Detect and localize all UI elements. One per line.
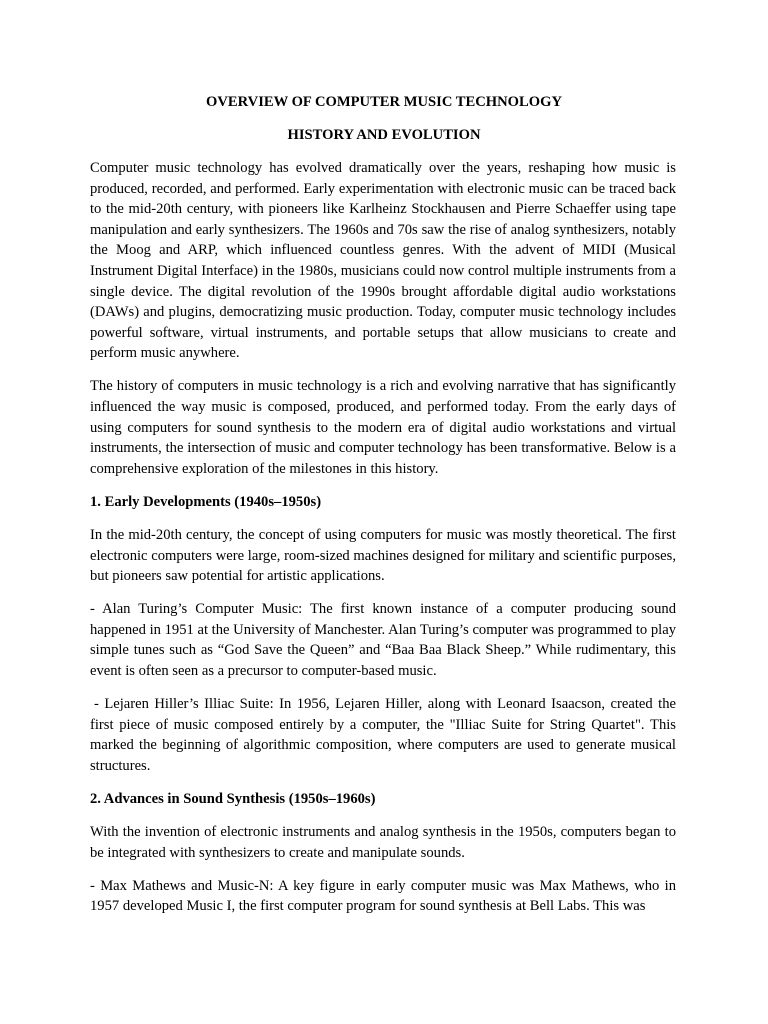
section-heading-sound-synthesis: 2. Advances in Sound Synthesis (1950s–1960s): [90, 791, 376, 808]
list-item-max-mathews: - Max Mathews and Music-N: A key figure in early computer music was Max Mathews, who in 1957 developed Music I, the first computer program for sound synthesis at Bell Labs. This was: [90, 877, 676, 915]
history-paragraph: The history of computers in music technology is a rich and evolving narrative that has significantly influenced the way music is composed, produced, and performed today. From the early days of using computers for sound synthesis to the modern era of digital audio workstations and virtual instruments, the intersection of music and computer technology has been transformative. Below is a comprehensive exploration of the milestones in this history.: [90, 378, 676, 477]
list-item-alan-turing: - Alan Turing’s Computer Music: The first known instance of a computer producing sound happened in 1951 at the University of Manchester. Alan Turing’s computer was programmed to play simple tunes such as “God Save the Queen” and “Baa Baa Black Sheep.” While rudimentary, this event is often seen as a precursor to computer-based music.: [90, 601, 676, 680]
section-body-sound-synthesis: With the invention of electronic instruments and analog synthesis in the 1950s, computers began to be integrated with synthesizers to create and manipulate sounds.: [90, 824, 676, 861]
list-item-lejaren-hiller: - Lejaren Hiller’s Illiac Suite: In 1956, Lejaren Hiller, along with Leonard Isaacson, created the first piece of music composed entirely by a computer, the "Illiac Suite for String Quartet". This marked the beginning of algorithmic composition, where computers are used to generate musical structures.: [90, 696, 676, 774]
section-body-early-developments: In the mid-20th century, the concept of using computers for music was mostly theoretical. The first electronic computers were large, room-sized machines designed for military and scientific purposes, but pioneers saw potential for artistic applications.: [90, 527, 676, 585]
document-body: [90, 158, 676, 930]
document-subtitle: HISTORY AND EVOLUTION: [287, 127, 481, 143]
section-heading-early-developments: 1. Early Developments (1940s–1950s): [90, 493, 322, 510]
document-title: OVERVIEW OF COMPUTER MUSIC TECHNOLOGY: [206, 94, 562, 110]
intro-paragraph: Computer music technology has evolved dramatically over the years, reshaping how music is produced, recorded, and performed. Early experimentation with electronic music can be traced back to the mid-20th century, with pioneers like Karlheinz Stockhausen and Pierre Schaeffer using tape manipulation and early synthesizers. The 1960s and 70s saw the rise of analog synthesizers, notably the Moog and ARP, which influenced countless genres. With the advent of MIDI (Musical Instrument Digital Interface) in the 1980s, musicians could now control multiple instruments from a single device. The digital revolution of the 1990s brought affordable digital audio workstations (DAWs) and plugins, democratizing music production. Today, computer music technology includes powerful software, virtual instruments, and portable setups that allow musicians to create and perform music anywhere.: [90, 160, 676, 362]
